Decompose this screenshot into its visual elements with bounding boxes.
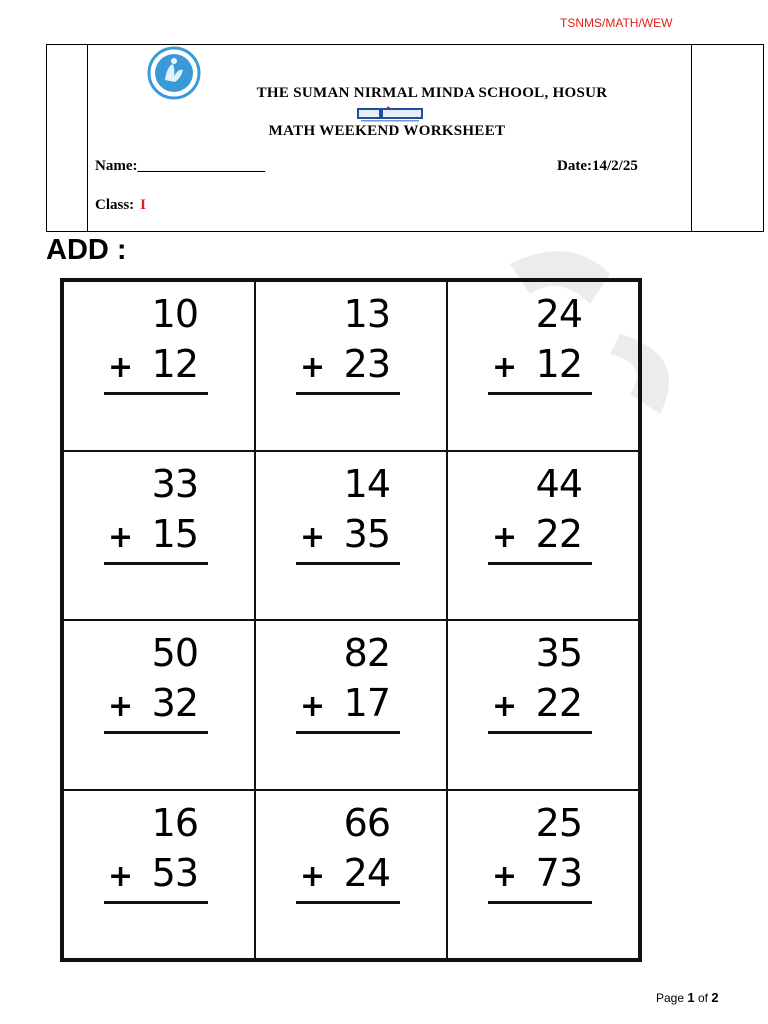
first-addend: 66: [343, 800, 390, 845]
second-addend: 17: [343, 681, 390, 725]
worksheet-title: MATH WEEKEND WORKSHEET: [268, 123, 506, 139]
answer-line[interactable]: [488, 731, 592, 734]
problem-cell: [255, 790, 447, 960]
header-left-divider: [87, 45, 88, 231]
first-addend: 33: [151, 461, 198, 506]
answer-line[interactable]: [104, 731, 208, 734]
header-table: [46, 44, 764, 232]
problem-cell: [63, 451, 255, 621]
answer-line[interactable]: [104, 562, 208, 565]
plus-sign: +: [300, 350, 326, 385]
second-addend: 22: [535, 681, 582, 725]
plus-sign: +: [108, 858, 134, 894]
plus-sign: +: [108, 350, 134, 385]
first-addend: 50: [151, 631, 198, 675]
problem-cell: [255, 620, 447, 790]
answer-line[interactable]: [296, 901, 400, 904]
first-addend: 82: [343, 631, 390, 675]
problem-cell: [447, 281, 639, 451]
plus-sign: +: [300, 858, 326, 894]
of-label: of: [697, 991, 708, 1005]
class-field: [95, 197, 146, 214]
first-addend: 13: [343, 292, 390, 336]
header-right-divider: [691, 45, 692, 231]
page-total: 2: [711, 990, 719, 1005]
first-addend: 44: [535, 461, 582, 506]
answer-line[interactable]: [296, 562, 400, 565]
problem-cell: [255, 281, 447, 451]
plus-sign: +: [108, 689, 134, 724]
problem-cell: [63, 281, 255, 451]
first-addend: 10: [151, 292, 198, 336]
second-addend: 12: [535, 342, 582, 386]
first-addend: 24: [535, 292, 582, 336]
problem-cell: [255, 451, 447, 621]
second-addend: 23: [343, 342, 390, 386]
class-value: I: [140, 197, 147, 213]
date-field: Date:14/2/25: [557, 158, 638, 174]
first-addend: 16: [151, 800, 198, 845]
page-footer: [656, 990, 719, 1005]
second-addend: 32: [151, 681, 198, 725]
problem-cell: [447, 620, 639, 790]
answer-line[interactable]: [296, 392, 400, 395]
first-addend: 25: [535, 800, 582, 845]
name-field: Name:_________________: [95, 158, 265, 174]
second-addend: 22: [535, 511, 582, 556]
answer-line[interactable]: [104, 392, 208, 395]
first-addend: 14: [343, 461, 390, 506]
answer-line[interactable]: [488, 392, 592, 395]
section-title: ADD :: [46, 234, 127, 266]
answer-line[interactable]: [296, 731, 400, 734]
problem-cell: [63, 620, 255, 790]
second-addend: 12: [151, 342, 198, 386]
plus-sign: +: [492, 519, 518, 555]
answer-line[interactable]: [488, 562, 592, 565]
answer-line[interactable]: [488, 901, 592, 904]
first-addend: 35: [535, 631, 582, 675]
page-label: Page: [656, 991, 685, 1005]
second-addend: 35: [343, 511, 390, 556]
plus-sign: +: [300, 519, 326, 555]
document-code: TSNMS/MATH/WEW: [560, 16, 673, 30]
plus-sign: +: [492, 858, 518, 894]
answer-line[interactable]: [104, 901, 208, 904]
second-addend: 24: [343, 850, 390, 895]
brand-logo-icon: [357, 106, 423, 122]
school-name: THE SUMAN NIRMAL MINDA SCHOOL, HOSUR: [256, 85, 608, 101]
plus-sign: +: [492, 689, 518, 724]
page-current: 1: [687, 990, 695, 1005]
second-addend: 53: [151, 850, 198, 895]
plus-sign: +: [108, 519, 134, 555]
class-label: Class:: [95, 197, 135, 213]
second-addend: 73: [535, 850, 582, 895]
problem-cell: [447, 790, 639, 960]
problem-cell: [447, 451, 639, 621]
problem-cell: [63, 790, 255, 960]
addition-problems-grid: [60, 278, 642, 962]
plus-sign: +: [492, 350, 518, 385]
second-addend: 15: [151, 511, 198, 556]
plus-sign: +: [300, 689, 326, 724]
